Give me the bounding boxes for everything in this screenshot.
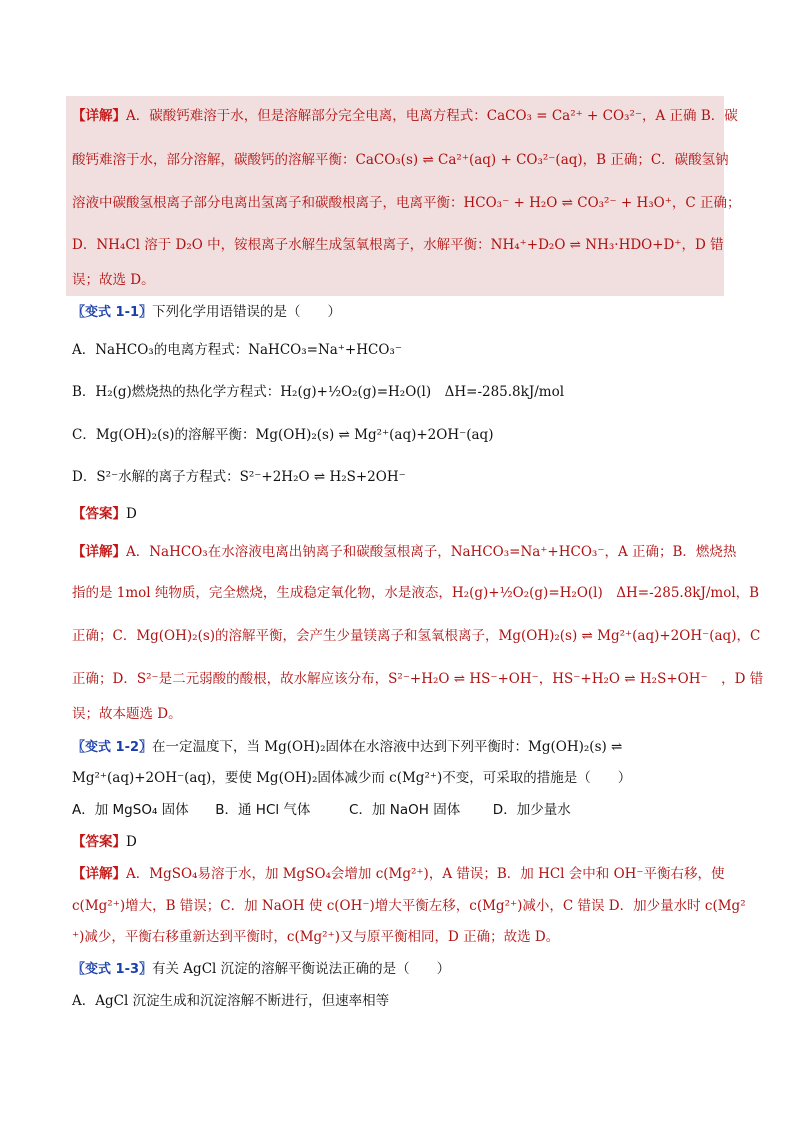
variant-1-2-options (72, 801, 571, 819)
answer-value: D (126, 506, 137, 522)
option-a: A．NaHCO₃的电离方程式：NaHCO₃=Na⁺+HCO₃⁻ (72, 342, 402, 358)
answer-line (72, 505, 137, 523)
question-text: 有关 AgCl 沉淀的溶解平衡说法正确的是（ ） (152, 961, 451, 977)
analysis-1-1-line-5: 误；故本题选 D。 (72, 706, 182, 722)
question-text: 在一定温度下，当 Mg(OH)₂固体在水溶液中达到下列平衡时：Mg(OH)₂(s) ⇌ (152, 739, 623, 755)
analysis-tag: 【详解】 (72, 544, 126, 560)
question-text: 下列化学用语错误的是（ ） (152, 304, 342, 320)
variant-1-1-question (72, 303, 341, 322)
analysis-1-1-line-4: 正确；D．S²⁻是二元弱酸的酸根，故水解应该分布，S²⁻+H₂O ⇌ HS⁻+OH⁻，HS⁻+H₂O ⇌ H₂S+OH⁻ ，D 错 (72, 671, 764, 687)
variant-1-3-question (72, 960, 450, 979)
answer-value: D (126, 834, 137, 850)
option-d: D．S²⁻水解的离子方程式：S²⁻+2H₂O ⇌ H₂S+2OH⁻ (72, 469, 406, 485)
option-c: C．加 NaOH 固体 (349, 802, 461, 818)
answer-tag: 【答案】 (72, 506, 126, 522)
analysis-text: A．MgSO₄易溶于水，加 MgSO₄会增加 c(Mg²⁺)，A 错误；B．加 HCl 会中和 OH⁻平衡右移，使 (126, 866, 725, 882)
option-b: B．H₂(g)燃烧热的热化学方程式：H₂(g)+½O₂(g)=H₂O(l) ΔH=-285.8kJ/mol (72, 384, 565, 400)
answer-tag: 【答案】 (72, 834, 126, 850)
analysis-line-3: 溶液中碳酸氢根离子部分电离出氢离子和碳酸根离子，电离平衡：HCO₃⁻ + H₂O ⇌ CO₃²⁻ + H₃O⁺，C 正确； (72, 195, 741, 211)
analysis-1-2-line-1 (72, 865, 725, 883)
analysis-1-1-line-3: 正确；C．Mg(OH)₂(s)的溶解平衡，会产生少量镁离子和氢氧根离子，Mg(OH)₂(s) ⇌ Mg²⁺(aq)+2OH⁻(aq)，C (72, 628, 761, 644)
analysis-line-1 (72, 107, 738, 125)
option-d: D．加少量水 (492, 802, 571, 818)
analysis-tag: 【详解】 (72, 866, 126, 882)
option-a: A．AgCl 沉淀生成和沉淀溶解不断进行，但速率相等 (72, 993, 390, 1009)
analysis-text: A．碳酸钙难溶于水，但是溶解部分完全电离，电离方程式：CaCO₃ = Ca²⁺ + CO₃²⁻，A 正确 B．碳 (126, 108, 738, 124)
variant-tag: 〖变式 1-3〗 (72, 962, 153, 977)
option-c: C．Mg(OH)₂(s)的溶解平衡：Mg(OH)₂(s) ⇌ Mg²⁺(aq)+2OH⁻(aq) (72, 427, 494, 443)
variant-1-2-question (72, 738, 622, 757)
variant-tag: 〖变式 1-2〗 (72, 740, 153, 755)
analysis-tag: 【详解】 (72, 108, 126, 124)
analysis-1-1-line-1 (72, 543, 736, 561)
analysis-1-2-line-2: c(Mg²⁺)增大，B 错误；C．加 NaOH 使 c(OH⁻)增大平衡左移，c(Mg²⁺)减小，C 错误 D．加少量水时 c(Mg² (72, 898, 746, 914)
analysis-line-2: 酸钙难溶于水，部分溶解，碳酸钙的溶解平衡：CaCO₃(s) ⇌ Ca²⁺(aq) + CO₃²⁻(aq)，B 正确；C．碳酸氢钠 (72, 152, 729, 168)
variant-1-2-question-line-2: Mg²⁺(aq)+2OH⁻(aq)，要使 Mg(OH)₂固体减少而 c(Mg²⁺)不变，可采取的措施是（ ） (72, 770, 632, 786)
answer-line (72, 833, 137, 851)
analysis-1-1-line-2: 指的是 1mol 纯物质，完全燃烧，生成稳定氧化物，水是液态，H₂(g)+½O₂(g)=H₂O(l) ΔH=-285.8kJ/mol，B (72, 585, 760, 601)
analysis-line-5: 误；故选 D。 (72, 272, 155, 288)
analysis-1-2-line-3: ⁺)减少，平衡右移重新达到平衡时，c(Mg²⁺)又与原平衡相同，D 正确；故选 D。 (72, 929, 560, 945)
option-b: B．通 HCl 气体 (215, 802, 311, 818)
analysis-text: A．NaHCO₃在水溶液电离出钠离子和碳酸氢根离子，NaHCO₃=Na⁺+HCO₃⁻，A 正确；B．燃烧热 (126, 544, 737, 560)
analysis-line-4: D．NH₄Cl 溶于 D₂O 中，铵根离子水解生成氢氧根离子，水解平衡：NH₄⁺+D₂O ⇌ NH₃·HDO+D⁺，D 错 (72, 237, 724, 253)
variant-tag: 〖变式 1-1〗 (72, 305, 153, 320)
option-a: A．加 MgSO₄ 固体 (72, 802, 189, 818)
